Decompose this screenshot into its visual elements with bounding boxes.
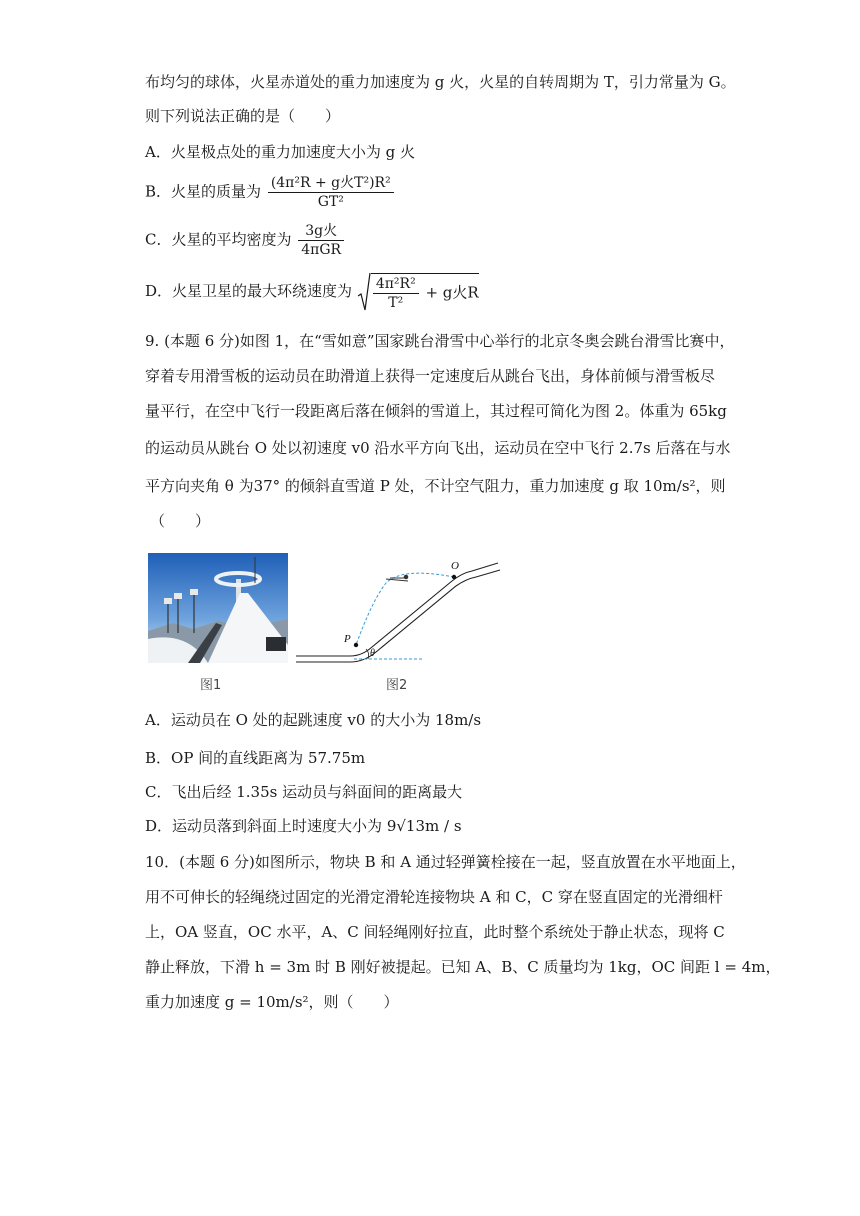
q9-line4: 的运动员从跳台 O 处以初速度 v0 沿水平方向飞出，运动员在空中飞行 2.7s 后落在与水: [145, 439, 731, 457]
label-theta: θ: [370, 648, 375, 659]
q9-option-d-value: 9√13m / s: [386, 817, 462, 835]
q9-option-b: B．OP 间的直线距离为 57.75m: [145, 749, 366, 767]
q9-line6: （ ）: [150, 512, 211, 530]
q9-option-d-prefix: D．运动员落到斜面上时速度大小为: [145, 817, 383, 835]
q9-option-d: [145, 816, 462, 836]
q9-line1: 9. (本题 6 分)如图 1，在“雪如意”国家跳台滑雪中心举行的北京冬奥会跳台滑雪比赛中，: [145, 332, 735, 350]
q8-option-c: [145, 222, 346, 259]
q8-option-b-numerator: (4π²R + g火T²)R²: [268, 174, 394, 193]
q10-line3: 上，OA 竖直，OC 水平，A、C 间轻绳刚好拉直，此时整个系统处于静止状态，现将 C: [145, 923, 725, 941]
q8-option-d-denominator: T²: [388, 294, 404, 311]
q8-option-d: [145, 272, 479, 312]
q8-option-d-numerator: 4π²R²: [373, 275, 419, 294]
figure2-caption: 图2: [386, 678, 408, 693]
q10-line2: 用不可伸长的轻绳绕过固定的光滑定滑轮连接物块 A 和 C，C 穿在竖直固定的光滑细杆: [145, 888, 723, 906]
q8-option-b: [145, 174, 396, 211]
q8-option-a: A．火星极点处的重力加速度大小为 g 火: [145, 143, 415, 161]
q9-line5: 平方向夹角 θ 为37° 的倾斜直雪道 P 处，不计空气阻力，重力加速度 g 取 10m/s²，则: [145, 477, 726, 495]
q8-option-c-denominator: 4πGR: [301, 242, 342, 258]
q8-option-d-prefix: D．火星卫星的最大环绕速度为: [145, 282, 353, 300]
q8-stem-line2: 则下列说法正确的是（ ）: [145, 107, 341, 125]
q8-option-b-fraction: [268, 174, 394, 211]
q8-option-b-denominator: GT²: [317, 194, 344, 210]
q10-line5: 重力加速度 g = 10m/s²，则（ ）: [145, 993, 399, 1011]
ski-jump-photo: [148, 553, 288, 663]
ski-slope-diagram: [292, 553, 512, 668]
q8-option-b-prefix: B．火星的质量为: [145, 182, 262, 201]
q10-line1: 10．(本题 6 分)如图所示，物块 B 和 A 通过轻弹簧栓接在一起，竖直放置在水平地面上，: [145, 853, 746, 871]
q10-line4: 静止释放，下滑 h = 3m 时 B 刚好被提起。已知 A、B、C 质量均为 1kg，OC 间距 l = 4m，: [145, 958, 781, 976]
sqrt-icon: [357, 272, 371, 312]
q8-option-d-tail: + g火R: [425, 283, 479, 301]
q8-stem-line1: 布均匀的球体，火星赤道处的重力加速度为 g 火，火星的自转周期为 T，引力常量为 G。: [145, 73, 736, 91]
q8-option-c-prefix: C．火星的平均密度为: [145, 230, 292, 249]
point-o-marker: [452, 575, 456, 579]
q9-option-a: A．运动员在 O 处的起跳速度 v0 的大小为 18m/s: [145, 711, 482, 729]
q9-option-c: C．飞出后经 1.35s 运动员与斜面间的距离最大: [145, 783, 463, 801]
q9-line3: 量平行，在空中飞行一段距离后落在倾斜的雪道上，其过程可简化为图 2。体重为 65kg: [145, 402, 727, 420]
q8-option-c-fraction: [298, 222, 344, 259]
figure1-caption: 图1: [200, 678, 222, 693]
q9-line2: 穿着专用滑雪板的运动员在助滑道上获得一定速度后从跳台飞出，身体前倾与滑雪板尽: [145, 367, 716, 385]
q8-option-d-fraction: [373, 275, 419, 312]
point-p-marker: [354, 643, 358, 647]
label-o: O: [451, 560, 459, 572]
q8-option-c-numerator: 3g火: [298, 222, 344, 241]
label-p: P: [344, 633, 351, 645]
